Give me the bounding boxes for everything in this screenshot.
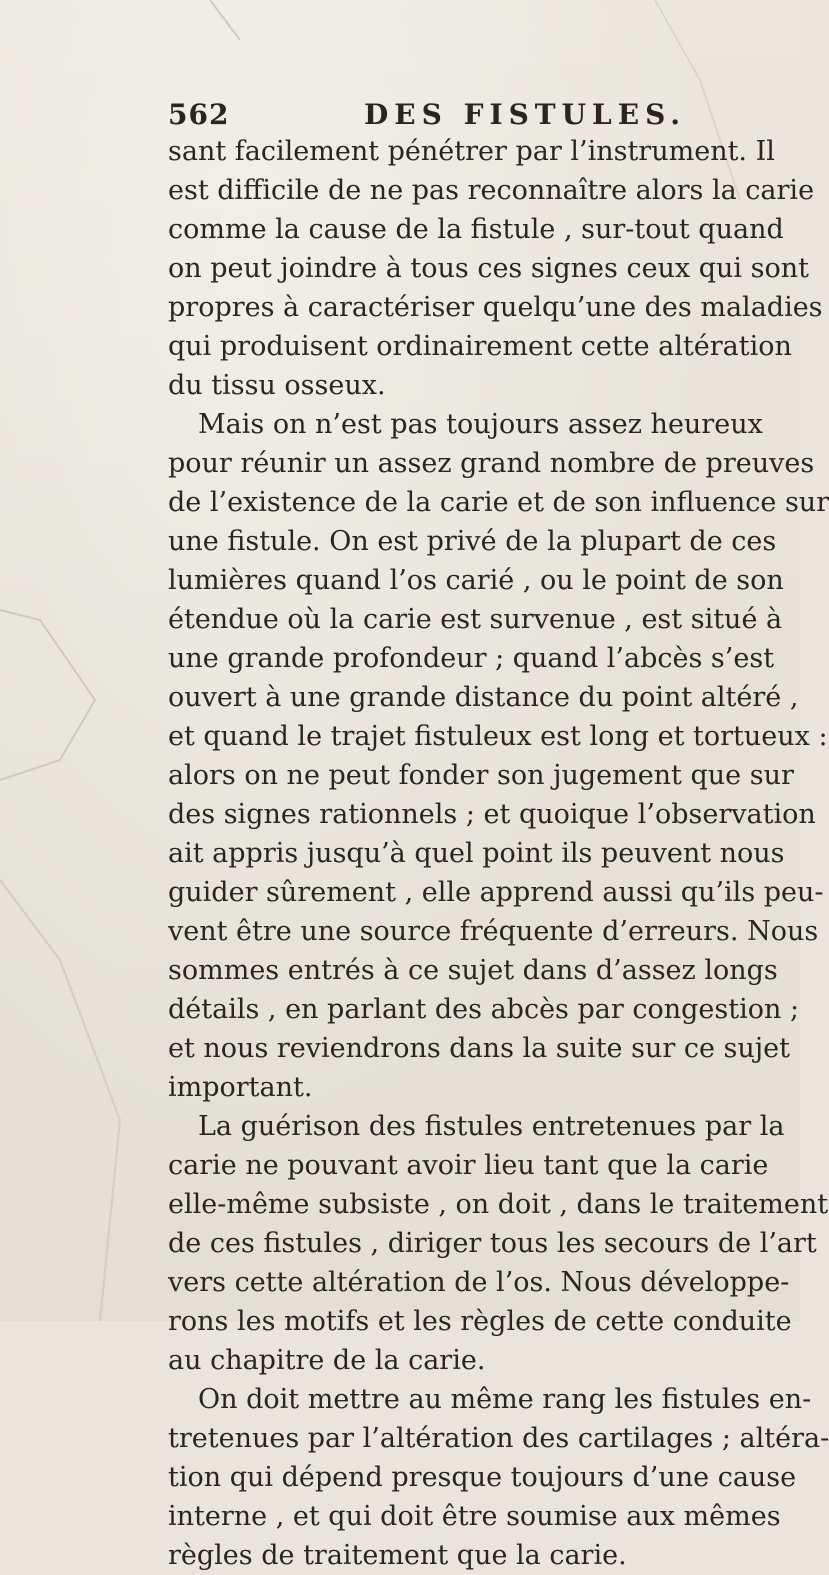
text-line: guider sûrement , elle apprend aussi qu’ils peu- — [168, 877, 824, 908]
text-line: tion qui dépend presque toujours d’une cause — [168, 1462, 797, 1493]
text-line: du tissu osseux. — [168, 370, 386, 401]
text-line: ait appris jusqu’à quel point ils peuvent nous — [168, 838, 785, 869]
text-line: étendue où la carie est survenue , est situé à — [168, 604, 783, 635]
text-line: règles de traitement que la carie. — [168, 1540, 627, 1571]
text-line: une fistule. On est privé de la plupart de ces — [168, 526, 777, 557]
text-line: pour réunir un assez grand nombre de preuves — [168, 448, 815, 479]
paragraph-start-line: Mais on n’est pas toujours assez heureux — [198, 409, 763, 440]
text-line: alors on ne peut fonder son jugement que sur — [168, 760, 794, 791]
body-text — [168, 132, 829, 1575]
text-line: et quand le trajet fistuleux est long et tortueux : — [168, 721, 828, 752]
text-line: est difficile de ne pas reconnaître alors la carie — [168, 175, 815, 206]
text-line: et nous reviendrons dans la suite sur ce sujet — [168, 1033, 790, 1064]
text-line: de ces fistules , diriger tous les secours de l’art — [168, 1228, 817, 1259]
text-line: elle-même subsiste , on doit , dans le traitement — [168, 1189, 829, 1220]
text-line: comme la cause de la fistule , sur-tout quand — [168, 214, 784, 245]
text-line: ouvert à une grande distance du point altéré , — [168, 682, 799, 713]
text-line: des signes rationnels ; et quoique l’observation — [168, 799, 816, 830]
text-line: détails , en parlant des abcès par congestion ; — [168, 994, 800, 1025]
text-line: on peut joindre à tous ces signes ceux qui sont — [168, 253, 809, 284]
page-number: 562 — [168, 98, 230, 131]
text-line: tretenues par l’altération des cartilages ; altéra- — [168, 1423, 829, 1454]
text-line: lumières quand l’os carié , ou le point de son — [168, 565, 784, 596]
text-line: sommes entrés à ce sujet dans d’assez longs — [168, 955, 778, 986]
text-line: propres à caractériser quelqu’une des maladies — [168, 292, 823, 323]
paragraph-start-line: On doit mettre au même rang les fistules en- — [198, 1384, 812, 1415]
text-line: de l’existence de la carie et de son influence sur — [168, 487, 829, 518]
text-line: vent être une source fréquente d’erreurs. Nous — [168, 916, 819, 947]
paragraph-start-line: La guérison des fistules entretenues par la — [198, 1111, 785, 1142]
text-line: important. — [168, 1072, 313, 1103]
text-line: rons les motifs et les règles de cette conduite — [168, 1306, 792, 1337]
text-line: au chapitre de la carie. — [168, 1345, 486, 1376]
text-line: sant facilement pénétrer par l’instrument. Il — [168, 136, 775, 167]
running-head: DES FISTULES. — [364, 98, 687, 131]
text-line: vers cette altération de l’os. Nous développe- — [168, 1267, 790, 1298]
text-line: une grande profondeur ; quand l’abcès s’est — [168, 643, 775, 674]
text-line: qui produisent ordinairement cette altération — [168, 331, 792, 362]
text-line: carie ne pouvant avoir lieu tant que la carie — [168, 1150, 769, 1181]
text-line: interne , et qui doit être soumise aux mêmes — [168, 1501, 781, 1532]
